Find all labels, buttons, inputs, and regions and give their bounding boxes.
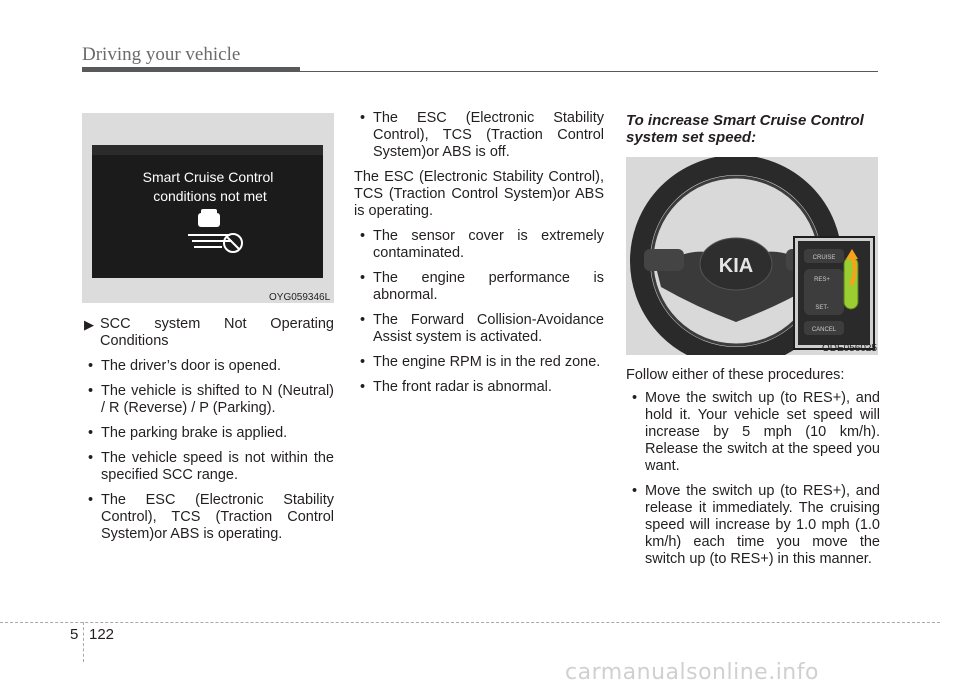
list-item: • The front radar is abnormal. <box>360 379 552 395</box>
svg-text:SET-: SET- <box>815 305 829 311</box>
list-item: • Move the switch up (to RES+), and hold it. Your vehicle set speed will increase by 5 mph (10 km/h). Release the switch at the speed you want. <box>632 390 880 474</box>
section-heading <box>82 316 334 350</box>
list-item: • The engine RPM is in the red zone. <box>360 354 601 370</box>
conditions-list-middle <box>354 228 604 396</box>
page-header-title: Driving your vehicle <box>82 44 241 65</box>
conditions-list-left <box>82 358 334 543</box>
svg-text:CRUISE: CRUISE <box>812 255 836 261</box>
watermark-text: carmanualsonline.info <box>565 660 819 685</box>
list-item: • The engine performance is abnormal. <box>360 270 604 303</box>
figure1-code: OYG059346L <box>269 292 331 303</box>
conditions-list-top <box>354 110 604 161</box>
list-item: • The vehicle speed is not within the specified SCC range. <box>88 450 334 483</box>
footer-dashed-rule <box>0 622 940 623</box>
list-item: • The ESC (Electronic Stability Control), TCS (Traction Control System)or ABS is operating. <box>88 492 334 542</box>
procedure-list <box>626 390 880 568</box>
figure2-code: ODE056025 <box>822 343 878 354</box>
emblem-text: KIA <box>718 255 754 277</box>
list-item: • The Forward Collision-Avoidance Assist system is activated. <box>360 312 604 345</box>
cruise-button <box>804 249 844 263</box>
column-left <box>82 316 334 551</box>
svg-text:CANCEL: CANCEL <box>811 327 837 333</box>
column-middle <box>354 110 604 404</box>
column-right-body <box>626 367 880 576</box>
list-item: • The driver’s door is opened. <box>88 358 282 374</box>
list-item: • The sensor cover is extremely contaminated. <box>360 228 604 261</box>
cluster-display-illustration <box>82 113 334 303</box>
column-right-heading <box>626 112 880 146</box>
figure-steering-wheel <box>626 157 878 355</box>
list-item: • Move the switch up (to RES+), and release it immediately. The cruising speed will increase by 1.0 mph (1.0 km/h) each time you move the switch up (to RES+) in this manner. <box>632 483 880 567</box>
cancel-button <box>804 321 844 335</box>
arrow-icon: ▶ <box>84 317 94 332</box>
display-text-line2: conditions not met <box>153 188 267 204</box>
svg-text:RES+: RES+ <box>814 277 830 283</box>
intro-paragraph: Follow either of these procedures: <box>626 367 845 383</box>
body-paragraph: The ESC (Electronic Stability Control), TCS (Traction Control System)or ABS is operating. <box>354 169 604 219</box>
display-text-line1: Smart Cruise Control <box>142 169 274 185</box>
steering-wheel-illustration <box>626 157 878 355</box>
list-item: • The parking brake is applied. <box>88 425 288 441</box>
header-rule-thin <box>300 71 878 72</box>
section-heading-text: SCC system Not Operating Conditions <box>100 316 334 349</box>
chapter-number: 5 <box>70 626 79 643</box>
list-item: • The vehicle is shifted to N (Neutral) / R (Reverse) / P (Parking). <box>88 383 334 416</box>
header-rule-thick <box>82 67 300 72</box>
footer-vertical-rule <box>83 622 84 662</box>
page-number: 122 <box>89 626 115 643</box>
subsection-heading: To increase Smart Cruise Control system set speed: <box>626 112 864 146</box>
list-item: • The ESC (Electronic Stability Control), TCS (Traction Control System)or ABS is off. <box>360 110 604 160</box>
figure-cluster-display <box>82 113 334 303</box>
